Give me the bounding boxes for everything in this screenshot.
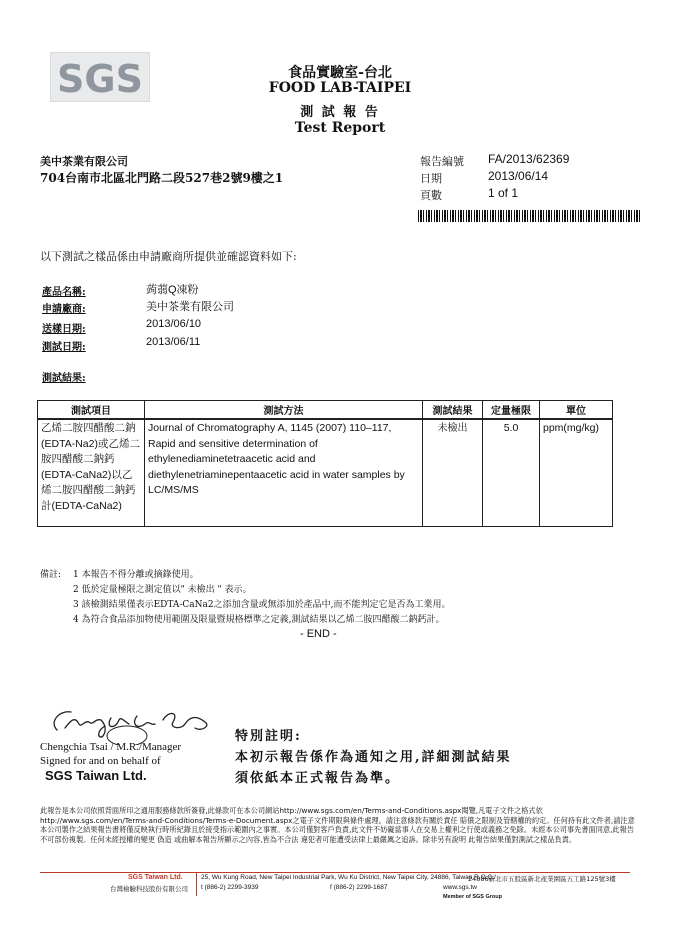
footer-address-en: 25, Wu Kung Road, New Taipei Industrial Park, Wu Ku District, New Taipei City, 24886, Taiwan R.O.C./ bbox=[201, 874, 496, 881]
col-header-unit: 單位 bbox=[540, 401, 613, 420]
statement-line-2: 須依紙本正式報告為準。 bbox=[235, 771, 401, 786]
test-date: 2013/06/11 bbox=[146, 336, 201, 348]
applicant-label: 申請廠商: bbox=[42, 304, 86, 315]
disclaimer-part-2: 閱覽,凡電子文件之格式依 bbox=[461, 806, 543, 815]
lab-name-en: FOOD LAB-TAIPEI bbox=[268, 80, 412, 96]
report-number-label: 報告編號 bbox=[420, 155, 464, 168]
note-3: 3 該檢測結果僅表示EDTA-CaNa2之添加含量或無添加於產品中,而不能判定它是否為工業用。 bbox=[73, 600, 451, 610]
notes-label: 備註: bbox=[40, 570, 62, 580]
customer-address: 704台南市北區北門路二段527巷2號9樓之1 bbox=[40, 171, 284, 185]
applicant: 美中茶業有限公司 bbox=[146, 301, 234, 313]
signer-name-title: Chengchia Tsai / M.R./Manager bbox=[40, 741, 182, 753]
sgs-logo-text: SGS bbox=[57, 57, 143, 101]
lab-name-cn: 食品實驗室-台北 bbox=[288, 65, 392, 81]
terms-e-document-link[interactable]: http://www.sgs.com/en/Terms-and-Conditions/Terms-e-Document.aspx bbox=[40, 815, 293, 825]
disclaimer-part-3: 之電子文件期限與條件處理。請注意條款有關於責任 賠償之限制及管轄權的約定。任何持有此文件者,請注意本公司製作之結果報告書將僅反映執行時所紀錄且於接受指示範圍內之事實。本公司僅對客戶負責,此文件不妨礙當事人在交易上權利之行使或義務之免除。未經本公司事先書面同意,此報告不可部份複製。任何未經授權的變更 偽造 或曲解本報告所顯示之內容,皆為不合法 違犯者可能遭受法律上最嚴厲之追訴。除非另有說明 此報告結果僅對測試之樣品負責。 bbox=[40, 815, 635, 844]
product-name-label: 產品名稱: bbox=[42, 287, 86, 298]
report-date: 2013/06/14 bbox=[488, 169, 549, 183]
col-header-result: 測試結果 bbox=[423, 401, 483, 420]
footer-member: Member of SGS Group bbox=[443, 894, 502, 900]
footer-company-en: SGS Taiwan Ltd. bbox=[128, 874, 183, 881]
cell-test-item: 乙烯二胺四醋酸二鈉(EDTA-Na2)或乙烯二胺四醋酸二鈉鈣(EDTA-CaNa2)以乙烯二胺四醋酸二鈉鈣計(EDTA-CaNa2) bbox=[38, 419, 145, 527]
intro-text: 以下測試之樣品係由申請廠商所提供並確認資料如下: bbox=[40, 250, 297, 263]
disclaimer-text bbox=[40, 806, 640, 844]
report-date-label: 日期 bbox=[420, 172, 442, 185]
terms-link[interactable]: http://www.sgs.com/en/Terms-and-Conditions.aspx bbox=[279, 806, 462, 815]
page-count: 1 of 1 bbox=[488, 186, 519, 200]
test-date-label: 測試日期: bbox=[42, 342, 86, 353]
footer-rule bbox=[40, 872, 630, 873]
footer-company-cn: 台灣檢驗科技股份有限公司 bbox=[110, 885, 188, 893]
report-number: FA/2013/62369 bbox=[488, 152, 570, 166]
note-2: 2 低於定量極限之測定值以" 未檢出 " 表示。 bbox=[73, 585, 252, 595]
report-title-en: Test Report bbox=[294, 120, 386, 136]
end-marker: - END - bbox=[300, 628, 337, 640]
footer-divider bbox=[196, 872, 197, 896]
signer-company: SGS Taiwan Ltd. bbox=[45, 768, 147, 783]
footer-tel: t (886-2) 2299-3939 bbox=[201, 884, 259, 891]
col-header-method: 測試方法 bbox=[145, 401, 423, 420]
footer-fax: f (886-2) 2299-1687 bbox=[330, 884, 388, 891]
footer-web[interactable]: www.sgs.tw bbox=[443, 884, 477, 891]
note-1: 1 本報告不得分離或摘錄使用。 bbox=[73, 570, 199, 580]
product-name: 蒟蒻Q凍粉 bbox=[146, 284, 199, 296]
results-heading: 測試結果: bbox=[42, 373, 86, 384]
footer-address-cn: 24886新北市五股區新北產業園區五工路125號3樓 bbox=[468, 875, 616, 883]
col-header-item: 測試項目 bbox=[38, 401, 145, 420]
signed-on-behalf: Signed for and on behalf of bbox=[40, 755, 161, 767]
customer-name: 美中茶業有限公司 bbox=[40, 155, 128, 168]
note-4: 4 為符合食品添加物使用範圍及限量暨規格標準之定義,測試結果以乙烯二胺四醋酸二鈉鈣計。 bbox=[73, 615, 445, 625]
cell-test-result: 未檢出 bbox=[423, 419, 483, 527]
cell-test-method: Journal of Chromatography A, 1145 (2007) 110–117, Rapid and sensitive determination of ethylenediaminetetraacetic acid and diethylenetriaminepentaacetic acid in water samples by LC/MS/MS bbox=[145, 419, 423, 527]
barcode bbox=[418, 210, 640, 222]
results-table bbox=[37, 400, 613, 527]
statement-title: 特別註明: bbox=[235, 729, 302, 744]
cell-loq: 5.0 bbox=[483, 419, 540, 527]
sample-date: 2013/06/10 bbox=[146, 318, 202, 330]
report-title-cn: 測 試 報 告 bbox=[300, 105, 380, 120]
page-count-label: 頁數 bbox=[420, 189, 442, 202]
table-row bbox=[38, 419, 613, 527]
disclaimer-part-1: 此報告是本公司依照背面所印之通用服務條款所簽發,此條款可在本公司網站 bbox=[40, 806, 280, 815]
signature-image bbox=[45, 700, 220, 745]
statement-line-1: 本初示報告係作為通知之用,詳細測試結果 bbox=[235, 750, 512, 765]
col-header-loq: 定量極限 bbox=[483, 401, 540, 420]
sample-date-label: 送樣日期: bbox=[42, 324, 86, 335]
cell-unit: ppm(mg/kg) bbox=[540, 419, 613, 527]
sgs-logo bbox=[50, 52, 150, 102]
table-header-row bbox=[38, 401, 613, 420]
